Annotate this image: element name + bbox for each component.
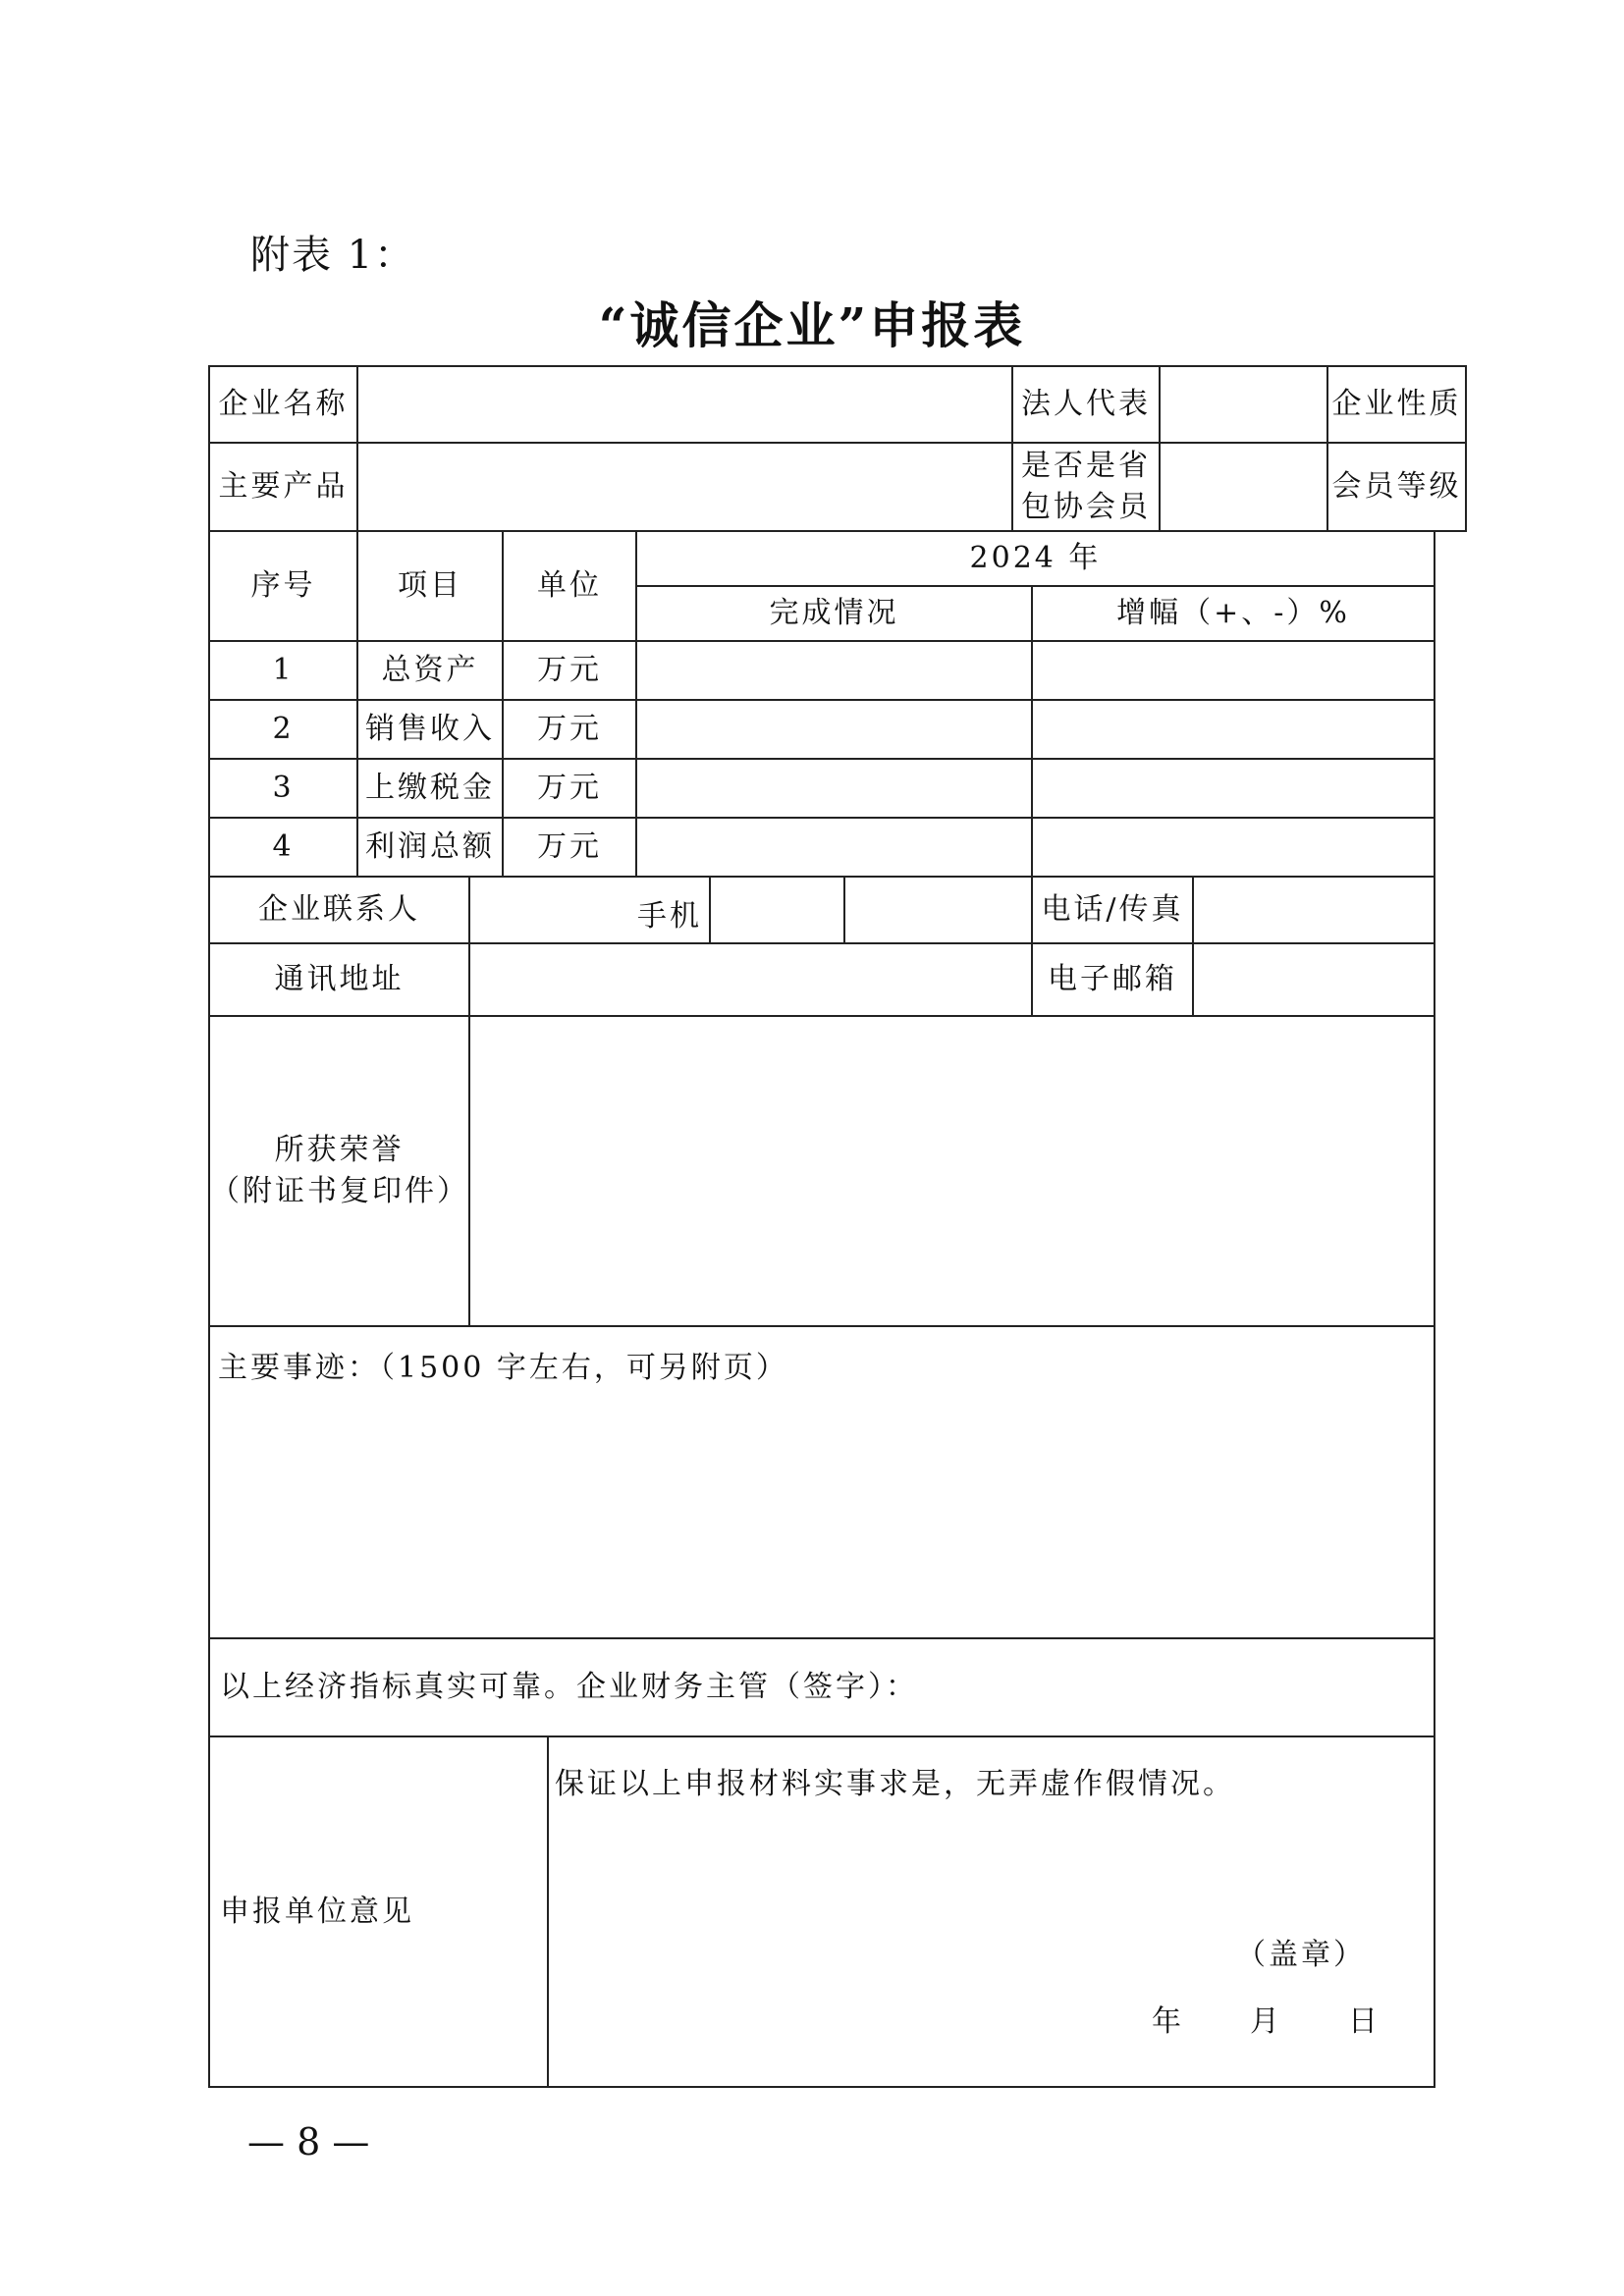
table-row-2-completion[interactable] bbox=[635, 699, 1033, 760]
table-row-1-unit: 万元 bbox=[502, 640, 637, 701]
contact-label: 企业联系人 bbox=[208, 876, 470, 944]
table-row-2-unit: 万元 bbox=[502, 699, 637, 760]
application-form-table bbox=[208, 365, 1462, 2088]
honors-line1: 所获荣誉 bbox=[274, 1133, 405, 1167]
table-row-4-item: 利润总额 bbox=[356, 817, 504, 878]
is-member-field[interactable] bbox=[1159, 442, 1328, 532]
main-products-label: 主要产品 bbox=[208, 442, 358, 532]
is-member-line2: 包协会员 bbox=[1021, 490, 1151, 524]
finance-statement-field[interactable] bbox=[208, 1637, 1435, 1737]
phone-fax-label: 电话/传真 bbox=[1031, 876, 1194, 944]
is-member-label bbox=[1011, 442, 1161, 532]
table-row-4-seq: 4 bbox=[208, 817, 358, 878]
date-month: 月 bbox=[1250, 2004, 1282, 2039]
page-number: — 8 — bbox=[247, 2120, 370, 2163]
company-nature-label: 企业性质 bbox=[1326, 365, 1467, 444]
company-name-label: 企业名称 bbox=[208, 365, 358, 444]
col-unit-header: 单位 bbox=[502, 530, 637, 642]
main-products-field[interactable] bbox=[356, 442, 1013, 532]
email-field[interactable] bbox=[1192, 942, 1435, 1017]
mobile-label: 手机 bbox=[637, 899, 702, 934]
year-header: 2024 年 bbox=[635, 530, 1435, 587]
col-seq-header: 序号 bbox=[208, 530, 358, 642]
mobile-field[interactable] bbox=[709, 876, 1033, 944]
legal-rep-label: 法人代表 bbox=[1011, 365, 1161, 444]
col-item-header: 项目 bbox=[356, 530, 504, 642]
seal-label: （盖章） bbox=[1236, 1938, 1366, 1972]
honors-line2: （附证书复印件） bbox=[210, 1174, 469, 1208]
opinion-field[interactable] bbox=[547, 1735, 1435, 2088]
date-day: 日 bbox=[1348, 2004, 1380, 2039]
table-row-1-growth[interactable] bbox=[1031, 640, 1435, 701]
opinion-label: 申报单位意见 bbox=[208, 1735, 549, 2088]
table-row-3-unit: 万元 bbox=[502, 758, 637, 819]
address-field[interactable] bbox=[468, 942, 1033, 1017]
company-name-field[interactable] bbox=[356, 365, 1013, 444]
date-year: 年 bbox=[1152, 2004, 1184, 2039]
table-row-1-item: 总资产 bbox=[356, 640, 504, 701]
table-row-3-seq: 3 bbox=[208, 758, 358, 819]
table-row-2-seq: 2 bbox=[208, 699, 358, 760]
is-member-line1: 是否是省 bbox=[1021, 449, 1151, 483]
honors-label bbox=[208, 1015, 470, 1327]
col-growth-header: 增幅（+、-）% bbox=[1031, 585, 1435, 642]
table-row-3-growth[interactable] bbox=[1031, 758, 1435, 819]
main-deeds-field[interactable] bbox=[208, 1325, 1435, 1639]
finance-statement-label: 以上经济指标真实可靠。企业财务主管（签字）： bbox=[220, 1670, 918, 1704]
legal-rep-field[interactable] bbox=[1159, 365, 1328, 444]
email-label: 电子邮箱 bbox=[1031, 942, 1194, 1017]
table-row-4-growth[interactable] bbox=[1031, 817, 1435, 878]
guarantee-text: 保证以上申报材料实事求是，无弄虚作假情况。 bbox=[555, 1767, 1235, 1801]
table-row-2-item: 销售收入 bbox=[356, 699, 504, 760]
table-row-3-item: 上缴税金 bbox=[356, 758, 504, 819]
main-deeds-label: 主要事迹：（1500 字左右，可另附页） bbox=[218, 1351, 788, 1385]
table-row-4-completion[interactable] bbox=[635, 817, 1033, 878]
address-label: 通讯地址 bbox=[208, 942, 470, 1017]
phone-fax-field[interactable] bbox=[1192, 876, 1435, 944]
table-row-2-growth[interactable] bbox=[1031, 699, 1435, 760]
member-level-label: 会员等级 bbox=[1326, 442, 1467, 532]
form-title: “诚信企业”申报表 bbox=[598, 296, 1026, 354]
appendix-label: 附表 1： bbox=[250, 233, 416, 278]
table-row-3-completion[interactable] bbox=[635, 758, 1033, 819]
honors-field[interactable] bbox=[468, 1015, 1435, 1327]
table-row-1-completion[interactable] bbox=[635, 640, 1033, 701]
col-completion-header: 完成情况 bbox=[635, 585, 1033, 642]
table-row-1-seq: 1 bbox=[208, 640, 358, 701]
table-row-4-unit: 万元 bbox=[502, 817, 637, 878]
